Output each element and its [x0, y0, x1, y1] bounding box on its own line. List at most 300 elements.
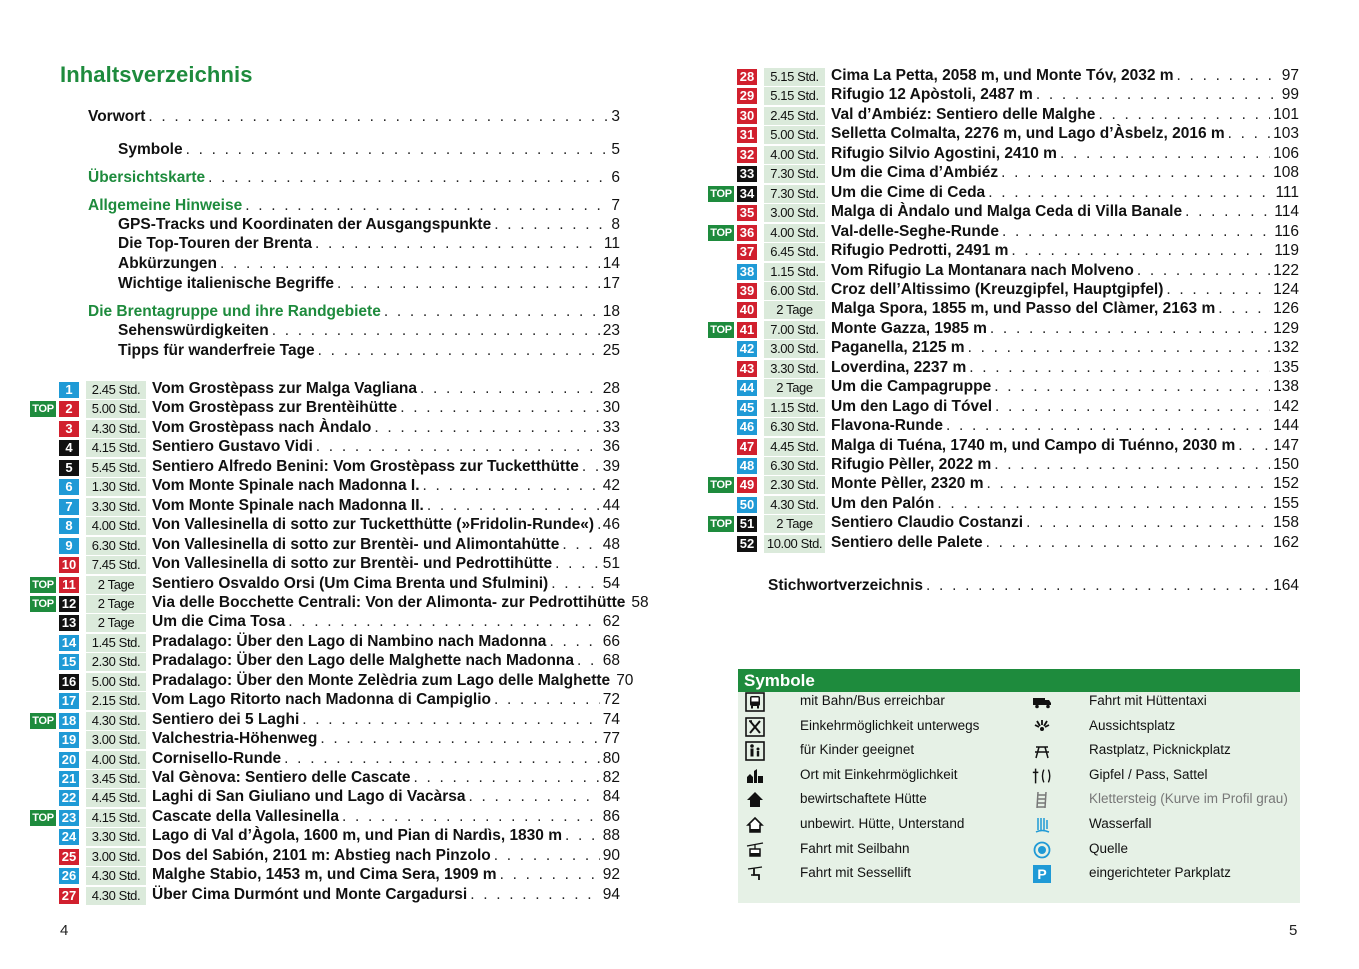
- tour-entry-39[interactable]: [680, 282, 1359, 300]
- tour-number: 39: [737, 283, 757, 299]
- tour-entry-11[interactable]: [0, 576, 680, 594]
- tour-line: [152, 516, 620, 534]
- tour-number: 14: [59, 635, 79, 651]
- leader-dots: [302, 711, 599, 729]
- tour-duration: 3.30 Std.: [764, 360, 825, 378]
- tour-entry-42[interactable]: [680, 340, 1359, 358]
- tour-entry-47[interactable]: [680, 438, 1359, 456]
- tour-entry-28[interactable]: [680, 68, 1359, 86]
- tour-page: 97: [1281, 67, 1299, 84]
- tour-line: [831, 359, 1299, 377]
- tour-number: 26: [59, 868, 79, 884]
- symbol-label: Fahrt mit Sessellift: [800, 865, 912, 881]
- tour-duration: 2 Tage: [764, 301, 825, 319]
- toc-entry-symbole[interactable]: [118, 141, 620, 159]
- tour-line: [831, 398, 1299, 416]
- tour-duration: 5.00 Std.: [86, 673, 146, 691]
- tour-title: Selletta Colmalta, 2276 m, und Lago d’Àsbelz, 2016 m: [831, 125, 1225, 143]
- tour-duration: 4.00 Std.: [86, 751, 146, 769]
- tour-entry-19[interactable]: [0, 731, 680, 749]
- tour-line: [152, 458, 620, 476]
- tour-page: 92: [602, 866, 620, 884]
- toc-entry-italienische-begriffe[interactable]: [118, 275, 620, 293]
- tour-line: [152, 769, 620, 787]
- tour-number: 37: [737, 244, 757, 260]
- leader-dots: [470, 886, 600, 904]
- tour-entry-38[interactable]: [680, 263, 1359, 281]
- tour-number: 35: [737, 205, 757, 221]
- leader-dots: [1166, 281, 1270, 299]
- tour-number: 5: [59, 460, 79, 476]
- leader-dots: [220, 255, 600, 273]
- tour-page: 155: [1273, 494, 1299, 512]
- toc-entry-gps-tracks[interactable]: [118, 216, 620, 234]
- tour-line: [152, 691, 620, 709]
- tour-duration: 6.30 Std.: [764, 457, 825, 475]
- leader-dots: [1036, 86, 1279, 104]
- tour-entry-15[interactable]: [0, 653, 680, 671]
- tour-page: 74: [602, 710, 620, 728]
- tour-entry-21[interactable]: [0, 770, 680, 788]
- leader-dots: [427, 497, 600, 515]
- leader-dots: [926, 577, 1270, 595]
- tour-entry-34[interactable]: [680, 185, 1359, 203]
- tour-title: Lago di Val d’Àgola, 1600 m, und Pian di Nardìs, 1830 m: [152, 827, 563, 845]
- tour-entry-29[interactable]: [680, 87, 1359, 105]
- tour-line: [152, 575, 620, 593]
- tour-list-right: [680, 68, 1359, 568]
- tour-duration: 3.30 Std.: [86, 828, 146, 846]
- tour-line: [152, 671, 634, 690]
- tour-entry-6[interactable]: [0, 478, 680, 496]
- tour-page: 80: [602, 749, 620, 767]
- tour-page: 132: [1273, 339, 1299, 357]
- top-badge: TOP: [708, 322, 734, 338]
- tour-line: [152, 497, 620, 515]
- tour-entry-41[interactable]: [680, 321, 1359, 339]
- summit-pass-icon: [1031, 766, 1053, 786]
- tour-line: [152, 808, 620, 826]
- tour-page: 99: [1281, 86, 1299, 104]
- parking-icon: [1031, 864, 1053, 884]
- tour-number: 32: [737, 147, 757, 163]
- tour-number: 52: [737, 536, 757, 552]
- tour-title: Paganella, 2125 m: [831, 339, 965, 357]
- tour-entry-45[interactable]: [680, 399, 1359, 417]
- tour-entry-4[interactable]: [0, 439, 680, 457]
- tour-number: 8: [59, 518, 79, 534]
- tour-duration: 4.30 Std.: [86, 712, 146, 730]
- tour-entry-51[interactable]: [680, 515, 1359, 533]
- tour-entry-13[interactable]: [0, 614, 680, 632]
- top-badge: TOP: [30, 577, 56, 593]
- tour-entry-43[interactable]: [680, 360, 1359, 378]
- tour-entry-48[interactable]: [680, 457, 1359, 475]
- toc-entry-label: Symbole: [118, 141, 183, 158]
- tour-number: 21: [59, 771, 79, 787]
- tour-number: 44: [737, 380, 757, 396]
- leader-dots: [494, 847, 600, 865]
- tour-duration: 3.00 Std.: [764, 340, 825, 358]
- tour-entry-30[interactable]: [680, 107, 1359, 125]
- tour-duration: 5.45 Std.: [86, 459, 146, 477]
- tour-duration: 4.15 Std.: [86, 809, 146, 827]
- tour-duration: 4.30 Std.: [86, 867, 146, 885]
- tour-entry-35[interactable]: [680, 204, 1359, 222]
- tour-title: Valchestria-Höhenweg: [152, 730, 318, 748]
- tour-page: 33: [602, 418, 620, 436]
- tour-page: 108: [1273, 164, 1299, 182]
- tour-duration: 7.30 Std.: [764, 185, 825, 203]
- svg-text:P: P: [1037, 866, 1047, 883]
- tour-entry-12[interactable]: [0, 595, 680, 613]
- symbol-label: Wasserfall: [1089, 816, 1152, 831]
- symbol-label: Ort mit Einkehrmöglichkeit: [800, 766, 958, 782]
- tour-line: [152, 827, 620, 845]
- tour-page: 158: [1273, 514, 1299, 532]
- tour-entry-44[interactable]: [680, 379, 1359, 397]
- tour-page: 28: [602, 380, 620, 397]
- top-badge: TOP: [30, 810, 56, 826]
- tour-title: Über Cima Durmónt und Monte Cargadursi: [152, 885, 468, 903]
- tour-duration: 4.30 Std.: [86, 887, 146, 905]
- right-page: [680, 0, 1359, 969]
- tour-line: [831, 164, 1299, 182]
- tour-duration: 4.00 Std.: [764, 146, 825, 164]
- toc-entry-page: 6: [611, 169, 620, 186]
- tour-line: [152, 788, 620, 806]
- picnic-icon: [1031, 741, 1053, 761]
- tour-title: Malghe Stabio, 1453 m, und Cima Sera, 1909 m: [152, 866, 497, 884]
- tour-entry-9[interactable]: [0, 537, 680, 555]
- tour-page: 106: [1273, 144, 1299, 162]
- tour-page: 124: [1273, 280, 1299, 298]
- toc-entry-label: Allgemeine Hinweise: [88, 197, 243, 214]
- tour-title: Val d’Ambiéz: Sentiero delle Malghe: [831, 105, 1096, 123]
- tour-page: 48: [602, 535, 620, 553]
- leader-dots: [582, 458, 600, 476]
- tour-line: [152, 750, 620, 768]
- leader-dots: [937, 495, 1270, 513]
- toc-entry-allgemeine-hinweise[interactable]: [88, 197, 620, 215]
- tour-duration: 3.45 Std.: [86, 770, 146, 788]
- tour-entry-2[interactable]: [0, 400, 680, 418]
- tour-line: [152, 886, 620, 904]
- leader-dots: [1185, 203, 1271, 221]
- leader-dots: [1177, 67, 1279, 85]
- leader-dots: [384, 303, 600, 321]
- toc-entry-label: Tipps für wanderfreie Tage: [118, 342, 315, 359]
- tour-entry-1[interactable]: [0, 381, 680, 399]
- toc-entry-page: 11: [603, 235, 620, 252]
- leader-dots: [1218, 300, 1270, 318]
- tour-entry-40[interactable]: [680, 301, 1359, 319]
- tour-number: 43: [737, 361, 757, 377]
- tour-page: 68: [602, 652, 620, 670]
- tour-page: 62: [602, 613, 620, 631]
- toc-entry-sehenswuerdigkeiten[interactable]: [118, 322, 620, 340]
- leader-dots: [337, 275, 600, 293]
- symbol-label: Quelle: [1089, 840, 1129, 856]
- tour-duration: 6.30 Std.: [764, 418, 825, 436]
- tour-title: Cascate della Vallesinella: [152, 807, 339, 825]
- leader-dots: [986, 534, 1271, 552]
- tour-page: 126: [1273, 300, 1299, 318]
- tour-line: [152, 866, 620, 884]
- toc-entry-abkuerzungen[interactable]: [118, 255, 620, 273]
- tour-line: [831, 223, 1299, 241]
- tour-line: [152, 399, 620, 417]
- index-entry-page: 164: [1273, 577, 1299, 594]
- tour-duration: 10.00 Std.: [764, 535, 825, 553]
- tour-entry-24[interactable]: [0, 828, 680, 846]
- symbol-label: Fahrt mit Hüttentaxi: [1089, 693, 1207, 708]
- tour-duration: 4.45 Std.: [86, 789, 146, 807]
- tour-duration: 4.45 Std.: [764, 438, 825, 456]
- tour-duration: 2.30 Std.: [86, 653, 146, 671]
- tour-line: [152, 438, 620, 456]
- tour-title: Von Vallesinella di sotto zur Brentèi- und Alimontahütte: [152, 535, 560, 553]
- leader-dots: [1060, 145, 1270, 163]
- tour-number: 42: [737, 341, 757, 357]
- tour-duration: 5.00 Std.: [764, 126, 825, 144]
- tour-duration: 2 Tage: [86, 595, 146, 613]
- tour-page: 84: [602, 788, 620, 806]
- leader-dots: [1001, 164, 1270, 182]
- tour-entry-18[interactable]: [0, 712, 680, 730]
- tour-number: 13: [59, 615, 79, 631]
- tour-line: [831, 475, 1299, 493]
- tour-line: [152, 477, 620, 495]
- leader-dots: [990, 320, 1270, 338]
- toc-entry-brentagruppe[interactable]: [88, 303, 620, 321]
- tour-line: [831, 242, 1299, 260]
- toc-entry-vorwort[interactable]: [88, 108, 620, 126]
- tour-title: Val Gènova: Sentiero delle Cascate: [152, 769, 411, 786]
- tour-duration: 5.00 Std.: [86, 400, 146, 418]
- tour-title: Vom Monte Spinale nach Madonna I.: [152, 477, 420, 495]
- tour-number: 34: [737, 186, 757, 202]
- leader-dots: [342, 808, 600, 826]
- tour-entry-27[interactable]: [0, 887, 680, 905]
- tour-entry-23[interactable]: [0, 809, 680, 827]
- leader-dots: [988, 184, 1272, 202]
- leader-dots: [995, 398, 1270, 416]
- tour-entry-25[interactable]: [0, 848, 680, 866]
- tour-duration: 2 Tage: [764, 379, 825, 397]
- tour-title: Flavona-Runde: [831, 417, 943, 435]
- tour-number: 33: [737, 166, 757, 182]
- tour-number: 30: [737, 108, 757, 124]
- tour-entry-52[interactable]: [680, 535, 1359, 553]
- tour-duration: 1.15 Std.: [764, 399, 825, 417]
- tour-line: [831, 262, 1299, 280]
- top-badge: TOP: [708, 186, 734, 202]
- tour-title: Von Vallesinella di sotto zur Brentèi- und Pedrottihütte: [152, 555, 553, 573]
- symbols-legend-title: Symbole: [738, 669, 1300, 692]
- tour-entry-20[interactable]: [0, 751, 680, 769]
- tour-entry-10[interactable]: [0, 556, 680, 574]
- tour-number: 12: [59, 596, 79, 612]
- tour-number: 31: [737, 127, 757, 143]
- tour-page: 103: [1273, 125, 1299, 143]
- tour-title: Laghi di San Giuliano und Lago di Vacàrsa: [152, 788, 466, 806]
- tour-title: Malga di Àndalo und Malga Ceda di Villa Banale: [831, 203, 1183, 221]
- leader-dots: [315, 235, 601, 253]
- tour-entry-14[interactable]: [0, 634, 680, 652]
- tour-page: 152: [1273, 475, 1299, 493]
- tour-title: Um die Cima Tosa: [152, 613, 286, 631]
- toc-entry-label: Die Brentagruppe und ihre Randgebiete: [88, 303, 381, 320]
- tour-number: 18: [59, 713, 79, 729]
- tour-entry-5[interactable]: [0, 459, 680, 477]
- tour-number: 9: [59, 538, 79, 554]
- tour-number: 50: [737, 497, 757, 513]
- top-badge: TOP: [30, 713, 56, 729]
- tour-number: 19: [59, 732, 79, 748]
- tour-entry-36[interactable]: [680, 224, 1359, 242]
- leader-dots: [551, 575, 600, 593]
- tour-line: [831, 125, 1299, 143]
- symbol-label: Aussichtsplatz: [1089, 717, 1176, 733]
- tour-line: [152, 711, 620, 729]
- tour-line: [152, 633, 620, 651]
- tour-page: 77: [602, 730, 620, 748]
- leader-dots: [420, 380, 600, 398]
- tour-entry-8[interactable]: [0, 517, 680, 535]
- tour-duration: 2.30 Std.: [764, 476, 825, 494]
- tour-entry-33[interactable]: [680, 165, 1359, 183]
- tour-entry-46[interactable]: [680, 418, 1359, 436]
- tour-line: [831, 106, 1299, 124]
- index-entry[interactable]: [768, 577, 1299, 595]
- tour-page: 138: [1273, 378, 1299, 396]
- tour-page: 51: [602, 555, 620, 573]
- tour-title: Val-delle-Seghe-Runde: [831, 222, 999, 240]
- tour-line: [831, 534, 1299, 552]
- tour-title: Monte Pèller, 2320 m: [831, 475, 984, 493]
- tour-duration: 1.30 Std.: [86, 478, 146, 496]
- spring-icon: [1031, 840, 1053, 860]
- symbol-label: bewirtschaftete Hütte: [800, 791, 927, 807]
- tour-title: Rifugio Pedrotti, 2491 m: [831, 242, 1009, 260]
- tour-page: 111: [1275, 183, 1299, 201]
- tour-line: [831, 339, 1299, 357]
- tour-title: Vom Monte Spinale nach Madonna II.: [152, 496, 424, 514]
- leader-dots: [946, 417, 1270, 435]
- tour-line: [831, 300, 1299, 318]
- tour-number: 29: [737, 88, 757, 104]
- tour-entry-3[interactable]: [0, 420, 680, 438]
- symbol-entry: [738, 742, 1300, 774]
- tour-duration: 2.45 Std.: [86, 381, 146, 399]
- tour-line: [152, 419, 620, 437]
- tour-page: 144: [1273, 417, 1299, 435]
- top-badge: TOP: [708, 225, 734, 241]
- top-badge: TOP: [708, 516, 734, 532]
- tour-entry-26[interactable]: [0, 867, 680, 885]
- tour-title: Von Vallesinella di sotto zur Tucketthütte (»Fridolin-Runde«): [152, 516, 595, 534]
- tour-title: Vom Grostèpass zur Malga Vagliana: [152, 380, 418, 397]
- tour-page: 36: [602, 438, 620, 456]
- tour-title: Pradalago: Über den Lago di Nambino nach Madonna: [152, 632, 547, 650]
- tour-title: Rifugio 12 Apòstoli, 2487 m: [831, 86, 1033, 104]
- tour-duration: 2 Tage: [764, 515, 825, 533]
- tour-duration: 3.30 Std.: [86, 498, 146, 516]
- leader-dots: [1026, 514, 1270, 532]
- tour-number: 3: [59, 421, 79, 437]
- leader-dots: [1137, 262, 1270, 280]
- leader-dots: [423, 477, 600, 495]
- tour-title: Vom Rifugio La Montanara nach Molveno: [831, 261, 1134, 279]
- tour-duration: 6.30 Std.: [86, 537, 146, 555]
- tour-entry-7[interactable]: [0, 498, 680, 516]
- tour-line: [152, 730, 620, 748]
- tour-title: Dos del Sabión, 2101 m: Abstieg nach Pinzolo: [152, 846, 491, 864]
- tour-entry-31[interactable]: [680, 126, 1359, 144]
- tour-page: 66: [602, 632, 620, 650]
- tour-page: 94: [602, 885, 620, 903]
- tour-entry-22[interactable]: [0, 789, 680, 807]
- tour-duration: 4.30 Std.: [764, 496, 825, 514]
- tour-line: [152, 536, 620, 554]
- tour-entry-49[interactable]: [680, 476, 1359, 494]
- toc-entry-label: Übersichtskarte: [88, 169, 206, 186]
- tour-number: 36: [737, 225, 757, 241]
- tour-number: 7: [59, 499, 79, 515]
- symbol-label: mit Bahn/Bus erreichbar: [800, 693, 945, 708]
- tour-page: 70: [616, 671, 634, 689]
- toc-entry-top-touren[interactable]: [118, 235, 620, 253]
- tour-number: 10: [59, 557, 79, 573]
- tour-page: 122: [1273, 261, 1299, 279]
- tour-title: Sentiero Claudio Costanzi: [831, 514, 1024, 532]
- leader-dots: [549, 633, 599, 651]
- top-badge: TOP: [30, 596, 56, 612]
- toc-entry-uebersichtskarte[interactable]: [88, 169, 620, 187]
- tour-duration: 2.45 Std.: [764, 107, 825, 125]
- tour-entry-50[interactable]: [680, 496, 1359, 514]
- tour-title: Vom Grostèpass zur Brentèihütte: [152, 399, 398, 417]
- tour-entry-17[interactable]: [0, 692, 680, 710]
- tour-title: Loverdina, 2237 m: [831, 358, 967, 376]
- tour-line: [831, 495, 1299, 513]
- leader-dots: [1002, 223, 1271, 241]
- tour-entry-32[interactable]: [680, 146, 1359, 164]
- tour-page: 119: [1274, 242, 1299, 260]
- tour-number: 47: [737, 439, 757, 455]
- tour-page: 135: [1273, 358, 1299, 376]
- tour-title: Sentiero delle Palete: [831, 533, 983, 551]
- tour-line: [831, 378, 1299, 396]
- symbol-label: Einkehrmöglichkeit unterwegs: [800, 717, 980, 733]
- tour-entry-16[interactable]: [0, 673, 680, 691]
- tour-number: 23: [59, 810, 79, 826]
- toc-entry-tipps[interactable]: [118, 342, 620, 360]
- top-badge: TOP: [708, 477, 734, 493]
- tour-number: 15: [59, 654, 79, 670]
- tour-title: Um die Cime di Ceda: [831, 183, 986, 201]
- tour-entry-37[interactable]: [680, 243, 1359, 261]
- leader-dots: [562, 536, 599, 554]
- tour-number: 27: [59, 888, 79, 904]
- tour-line: [831, 67, 1299, 85]
- leader-dots: [148, 108, 608, 126]
- symbol-label: für Kinder geeignet: [800, 742, 915, 758]
- tour-page: 82: [602, 769, 620, 786]
- tour-line: [831, 145, 1299, 163]
- toc-entry-page: 14: [602, 255, 620, 272]
